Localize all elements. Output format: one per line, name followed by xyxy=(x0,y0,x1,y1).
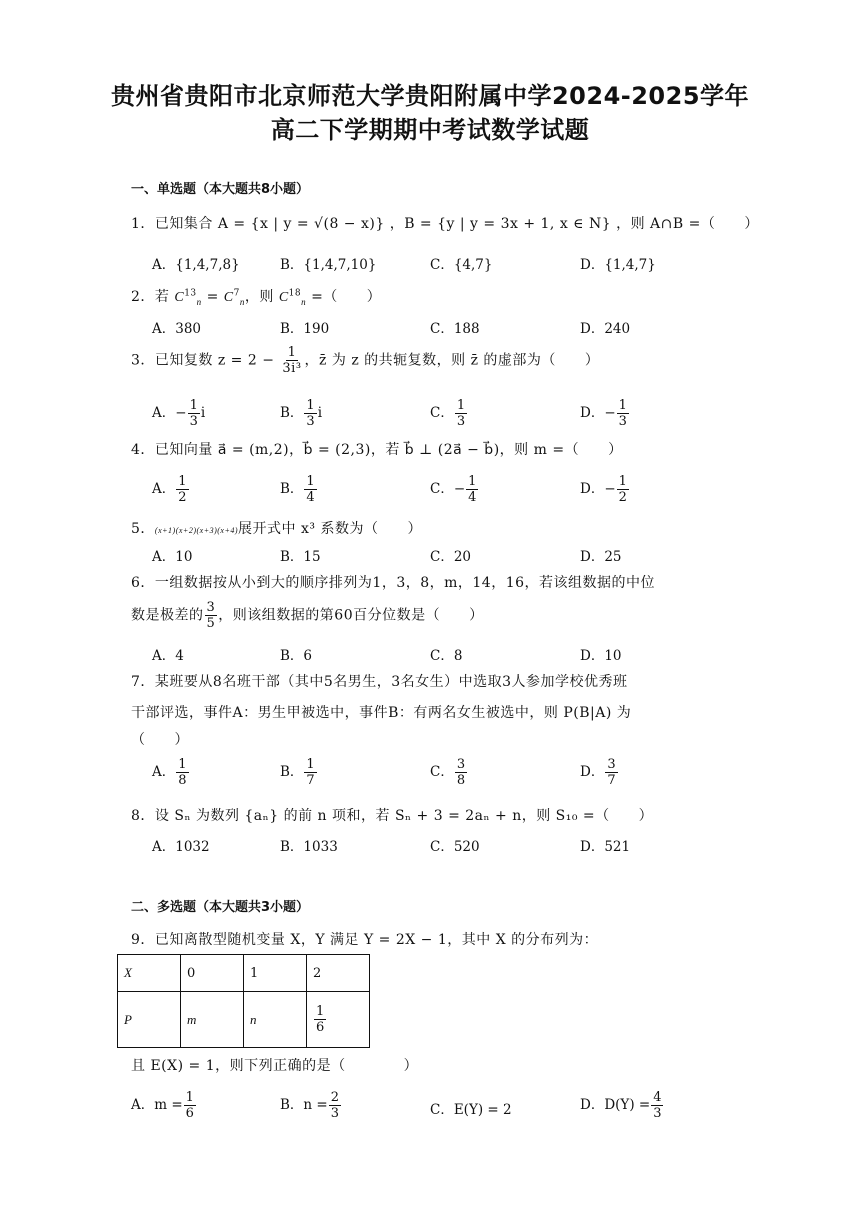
q2-c2-sub: n xyxy=(239,296,245,307)
q2-c1: C xyxy=(174,290,185,305)
q4-option-a: A． $\frac{1}{2}$ xyxy=(152,474,187,505)
q6-option-d: D．10 xyxy=(580,648,622,664)
q3-option-c: C． $\frac{1}{3}$ xyxy=(430,398,466,429)
q7-option-a: A． $\frac{1}{8}$ xyxy=(152,757,187,788)
q1-option-a: A．{1,4,7,8} xyxy=(152,257,240,273)
q1-option-b: B．{1,4,7,10} xyxy=(280,257,377,273)
q2-option-b: B．190 xyxy=(280,321,330,337)
question-9-stem: 9．已知离散型随机变量 X，Y 满足 Y = 2X − 1，其中 X 的分布列为： xyxy=(131,932,599,948)
q2-stem-post: ，则 xyxy=(244,289,279,305)
table-cell: 2 xyxy=(307,955,370,992)
q5-stem-text: 展开式中 x³ 系数为（ ） xyxy=(238,521,422,537)
q5-option-d: D．25 xyxy=(580,549,622,565)
question-1-stem: 1．已知集合 A = {x | y = √(8 − x)} ，B = {y | y = 3x + 1, x ∈ N} ，则 A∩B =（ ） xyxy=(131,216,759,232)
question-7-line2: 干部评选，事件A：男生甲被选中，事件B：有两名女生被选中，则 P(B|A) 为 xyxy=(131,705,632,721)
q2-c1-sup: 13 xyxy=(184,288,197,299)
q9-option-a: A．m = $\frac{1}{6}$ xyxy=(131,1090,194,1121)
table-row xyxy=(118,992,370,1048)
table-cell: $\frac{1}{6}$ xyxy=(307,992,370,1048)
q8-option-b: B．1033 xyxy=(280,839,338,855)
q3-stem-post: ，z̄ 为 z 的共轭复数，则 z̄ 的虚部为（ ） xyxy=(304,352,600,369)
question-3-stem xyxy=(131,345,599,376)
q1-option-c: C．{4,7} xyxy=(430,257,493,273)
q4-option-b: B． $\frac{1}{4}$ xyxy=(280,474,315,505)
q6-option-b: B．6 xyxy=(280,648,313,664)
q3-option-d: D．− $\frac{1}{3}$ xyxy=(580,398,627,429)
q2-c2: C xyxy=(223,290,234,305)
q3-option-a: A．− $\frac{1}{3}$ i xyxy=(152,398,206,429)
q8-option-a: A．1032 xyxy=(152,839,210,855)
table-cell: X xyxy=(118,955,181,992)
question-7-line3: （ ） xyxy=(131,732,189,748)
question-4-stem: 4．已知向量 a⃗ = (m,2)，b⃗ = (2,3)，若 b⃗ ⊥ (2a⃗ − b⃗)，则 m =（ ） xyxy=(131,442,623,458)
section-single-choice: 一、单选题（本大题共8小题） xyxy=(131,182,310,197)
q8-option-c: C．520 xyxy=(430,839,480,855)
q2-option-c: C．188 xyxy=(430,321,480,337)
q6-option-c: C．8 xyxy=(430,648,463,664)
q6-fraction: $\frac{3}{5}$ xyxy=(206,600,216,631)
q3-fraction: $\frac{1}{\text{3i³}}$ xyxy=(282,345,302,376)
question-5-stem: 5．(x+1)(x+2)(x+3)(x+4)展开式中 x³ 系数为（ ） xyxy=(131,521,422,537)
q2-option-d: D．240 xyxy=(580,321,631,337)
q2-c1-sub: n xyxy=(196,296,202,307)
question-9-condition: 且 E(X) = 1，则下列正确的是（ ） xyxy=(131,1058,419,1074)
q2-c3-sub: n xyxy=(301,296,307,307)
question-7-line1: 7．某班要从8名班干部（其中5名男生，3名女生）中选取3人参加学校优秀班 xyxy=(131,674,628,690)
table-cell: m xyxy=(181,992,244,1048)
section-multiple-choice: 二、多选题（本大题共3小题） xyxy=(131,900,310,915)
q4-option-c: C．− $\frac{1}{4}$ xyxy=(430,474,477,505)
q7-option-c: C． $\frac{3}{8}$ xyxy=(430,757,466,788)
q4-option-d: D．− $\frac{1}{2}$ xyxy=(580,474,627,505)
q5-option-c: C．20 xyxy=(430,549,472,565)
q2-option-a: A．380 xyxy=(152,321,202,337)
q3-stem-pre: 3．已知复数 z = 2 − xyxy=(131,352,275,369)
q9-option-d: D．D(Y) = $\frac{4}{3}$ xyxy=(580,1090,662,1121)
distribution-table xyxy=(117,954,370,1048)
q6-option-a: A．4 xyxy=(152,648,184,664)
q2-stem-pre: 2．若 xyxy=(131,289,175,305)
page-title-line2: 高二下学期期中考试数学试题 xyxy=(270,116,590,144)
q9-option-c: C．E(Y) = 2 xyxy=(430,1102,512,1118)
q8-option-d: D．521 xyxy=(580,839,631,855)
table-cell: 1 xyxy=(244,955,307,992)
question-6-line2: 数是极差的 $\frac{3}{5}$ ，则该组数据的第60百分位数是（ ） xyxy=(131,600,484,631)
q3-option-b: B． $\frac{1}{3}$ i xyxy=(280,398,323,429)
q2-stem-end: =（ ） xyxy=(306,289,382,305)
question-2-stem: 2．若 $C^{13}_n = C^7_n$，则 $C^{18}_n$ =（ ） xyxy=(131,288,382,307)
q5-option-a: A．10 xyxy=(152,549,193,565)
table-cell: n xyxy=(244,992,307,1048)
table-row xyxy=(118,955,370,992)
q7-option-d: D． $\frac{3}{7}$ xyxy=(580,757,616,788)
table-cell: P xyxy=(118,992,181,1048)
page-title-line1: 贵州省贵阳市北京师范大学贵阳附属中学2024-2025学年 xyxy=(110,82,750,110)
table-cell: 0 xyxy=(181,955,244,992)
q2-c3-sup: 18 xyxy=(288,288,302,299)
q2-c3: C xyxy=(278,290,289,305)
question-8-stem: 8．设 Sₙ 为数列 {aₙ} 的前 n 项和，若 Sₙ + 3 = 2aₙ + n，则 S₁₀ =（ ） xyxy=(131,808,654,824)
q1-option-d: D．{1,4,7} xyxy=(580,257,656,273)
q2-c2-sup: 7 xyxy=(233,288,240,299)
q9-option-b: B．n = $\frac{2}{3}$ xyxy=(280,1090,339,1121)
q5-expression: (x+1)(x+2)(x+3)(x+4) xyxy=(154,526,239,535)
question-6-line1: 6．一组数据按从小到大的顺序排列为1，3，8，m，14，16，若该组数据的中位 xyxy=(131,575,656,591)
q5-option-b: B．15 xyxy=(280,549,321,565)
q7-option-b: B． $\frac{1}{7}$ xyxy=(280,757,315,788)
